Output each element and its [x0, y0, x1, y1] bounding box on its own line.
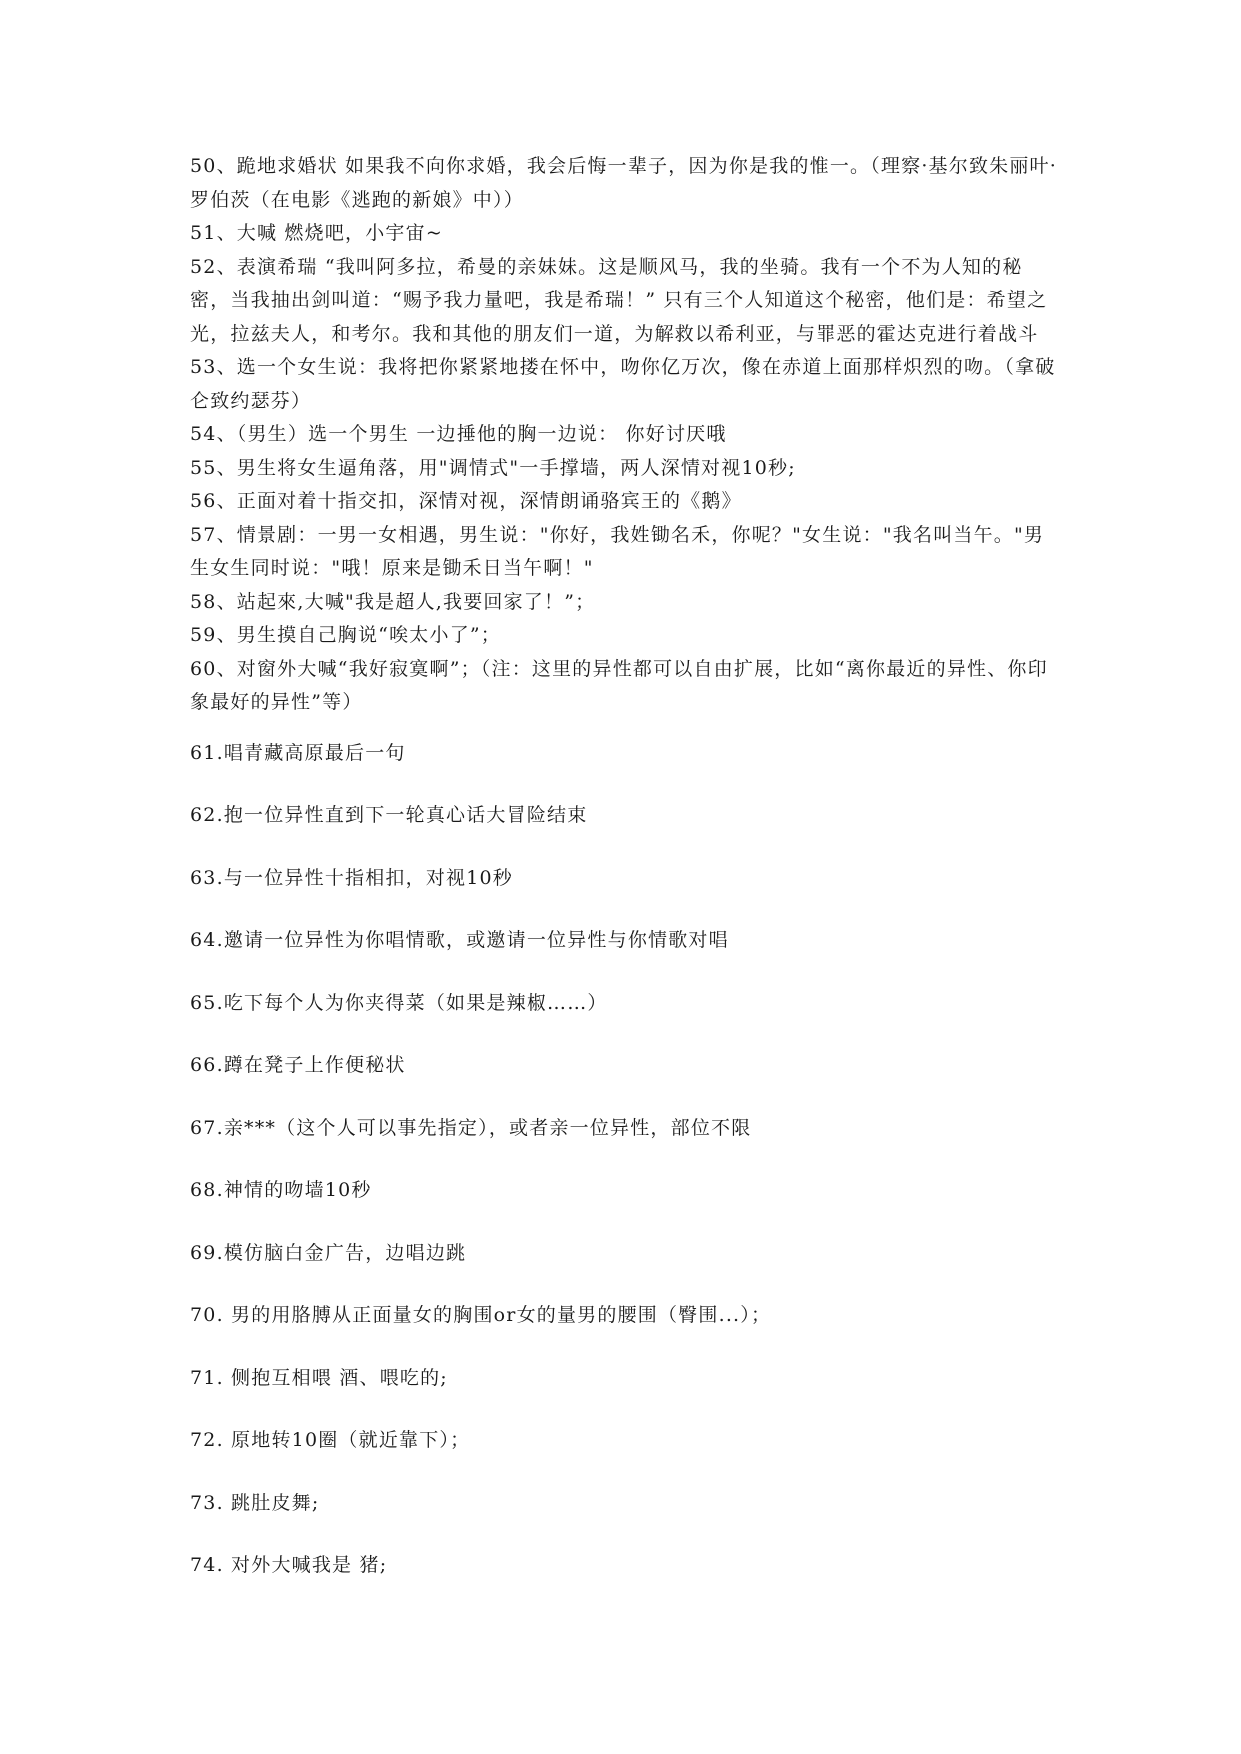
list-item: 64.邀请一位异性为你唱情歌，或邀请一位异性与你情歌对唱	[190, 929, 729, 951]
document-page	[190, 150, 1060, 1612]
list-item: 63.与一位异性十指相扣，对视10秒	[190, 866, 513, 889]
dense-list	[190, 150, 1060, 720]
list-item: 55、男生将女生逼角落，用"调情式"一手撑墙，两人深情对视10秒;	[190, 456, 796, 479]
list-item: 60、对窗外大喊“我好寂寞啊”；（注：这里的异性都可以自由扩展，比如“离你最近的异性、你印象最好的异性”等）	[190, 657, 1048, 713]
list-item: 73. 跳肚皮舞;	[190, 1491, 320, 1514]
list-item: 71. 侧抱互相喂 酒、喂吃的;	[190, 1366, 448, 1389]
list-item: 51、大喊 燃烧吧，小宇宙~	[190, 222, 443, 244]
spaced-list	[190, 737, 1060, 1583]
list-item: 56、正面对着十指交扣，深情对视，深情朗诵骆宾王的《鹅》	[190, 490, 742, 512]
list-item: 50、跪地求婚状 如果我不向你求婚，我会后悔一辈子，因为你是我的惟一。（理察·基尔致朱丽叶·罗伯茨（在电影《逃跑的新娘》中））	[190, 155, 1057, 211]
list-item: 70. 男的用胳膊从正面量女的胸围or女的量男的腰围（臀围...）；	[190, 1304, 772, 1326]
list-item: 57、情景剧：一男一女相遇，男生说："你好，我姓锄名禾，你呢？"女生说："我名叫当午。"男生女生同时说："哦！原来是锄禾日当午啊！"	[190, 523, 1045, 579]
list-item: 52、表演希瑞 “我叫阿多拉，希曼的亲妹妹。这是顺风马，我的坐骑。我有一个不为人知的秘密，当我抽出剑叫道：“赐予我力量吧，我是希瑞！” 只有三个人知道这个秘密，他们是：希望之光，拉兹夫人，和考尔。我和其他的朋友们一道，为解救以希利亚，与罪恶的霍达克进行着战斗	[190, 255, 1048, 345]
list-item: 66.蹲在凳子上作便秘状	[190, 1054, 406, 1076]
list-item: 62.抱一位异性直到下一轮真心话大冒险结束	[190, 804, 588, 826]
list-item: 54、（男生）选一个男生 一边捶他的胸一边说： 你好讨厌哦	[190, 423, 727, 445]
list-item: 68.神情的吻墙10秒	[190, 1179, 372, 1201]
list-item: 72. 原地转10圈（就近靠下）；	[190, 1429, 471, 1451]
list-item: 53、选一个女生说：我将把你紧紧地搂在怀中，吻你亿万次，像在赤道上面那样炽烈的吻。（拿破仑致约瑟芬）	[190, 356, 1056, 412]
list-item: 59、男生摸自己胸说“唉太小了”；	[190, 624, 502, 646]
list-item: 58、站起來,大喊"我是超人,我要回家了！”；	[190, 590, 596, 613]
list-item: 65.吃下每个人为你夹得菜（如果是辣椒……）	[190, 991, 608, 1014]
list-item: 61.唱青藏高原最后一句	[190, 741, 406, 764]
list-item: 74. 对外大喊我是 猪;	[190, 1554, 388, 1576]
list-item: 69.模仿脑白金广告，边唱边跳	[190, 1241, 467, 1264]
list-item: 67.亲***（这个人可以事先指定），或者亲一位异性，部位不限	[190, 1116, 752, 1139]
